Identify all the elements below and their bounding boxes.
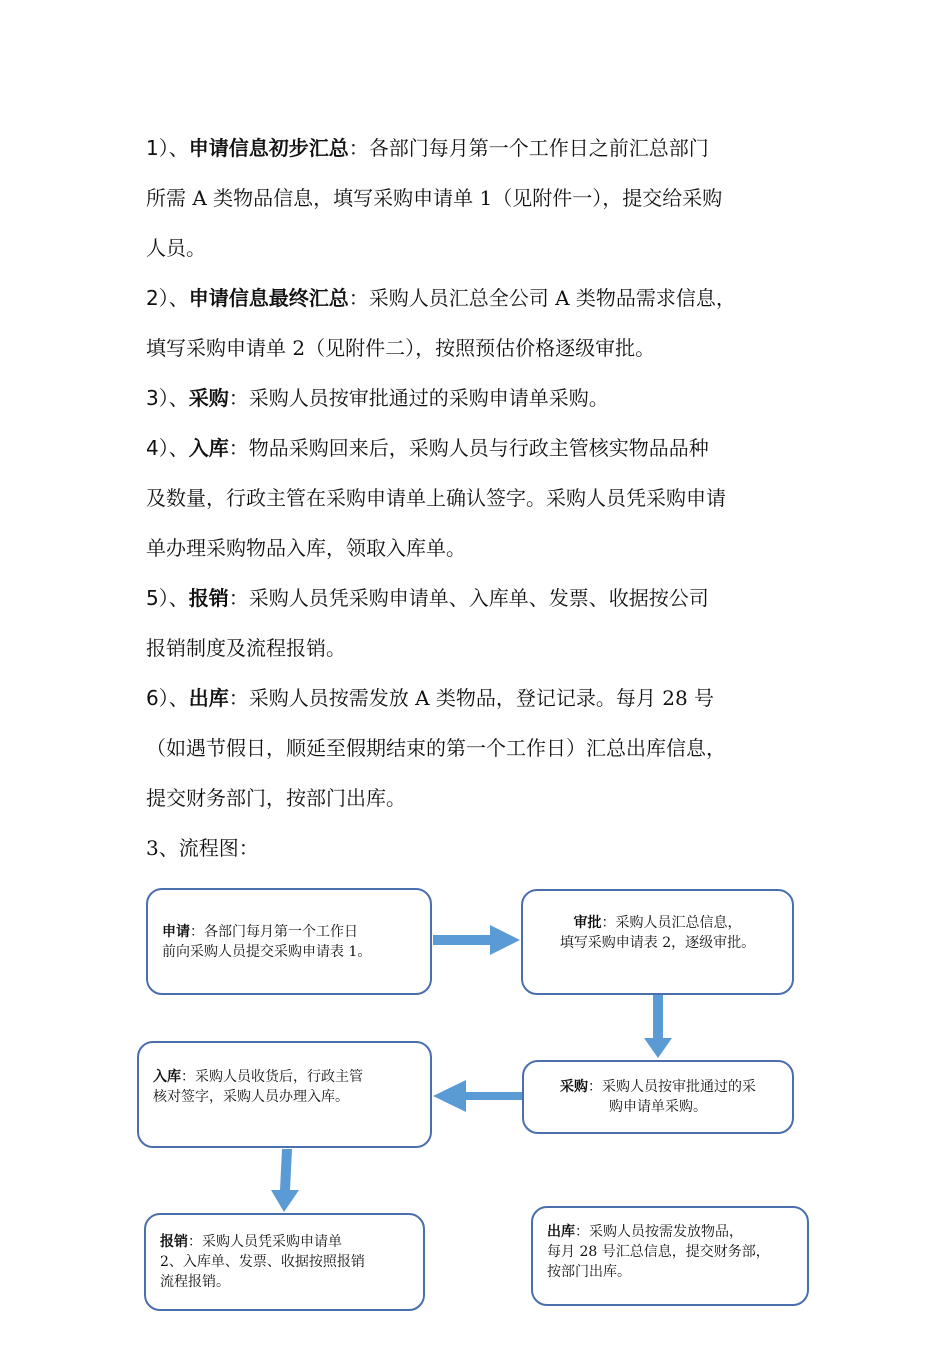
paragraph-4: 4）、入库：物品采购回来后，采购人员与行政主管核实物品品种 及数量，行政主管在采购申请单上确认签字。采购人员凭采购申请 单办理采购物品入库，领取入库单。 — [146, 436, 726, 560]
paragraph-2-heading: 申请信息最终汇总 — [188, 286, 349, 310]
flow-box-approve: 审批：采购人员汇总信息， 填写采购申请表 2，逐级审批。 — [521, 889, 794, 995]
flow-box-reimburse: 报销：采购人员凭采购申请单 2、入库单、发票、收据按照报销 流程报销。 — [144, 1213, 425, 1311]
paragraph-3: 3）、采购：采购人员按审批通过的采购申请单采购。 — [146, 386, 609, 410]
flow-box-stockin: 入库：采购人员收货后，行政主管 核对签字，采购人员办理入库。 — [137, 1041, 432, 1148]
paragraph-6-heading: 出库 — [188, 686, 229, 710]
arrow-approve-to-purchase — [644, 995, 672, 1058]
paragraph-1-heading: 申请信息初步汇总 — [188, 136, 349, 160]
arrow-purchase-to-stockin — [433, 1080, 522, 1112]
paragraph-2: 2）、申请信息最终汇总：采购人员汇总全公司 A 类物品需求信息， 填写采购申请单 2（见附件二），按照预估价格逐级审批。 — [146, 286, 736, 360]
arrow-stockin-to-reimburse — [271, 1149, 299, 1212]
paragraph-5-heading: 报销 — [188, 586, 229, 610]
paragraph-6: 6）、出库：采购人员按需发放 A 类物品，登记记录。每月 28 号 （如遇节假日，顺延至假期结束的第一个工作日）汇总出库信息， 提交财务部门，按部门出库。 — [146, 686, 726, 810]
paragraph-3-heading: 采购 — [188, 386, 229, 410]
section-heading: 3、流程图： — [146, 836, 259, 860]
paragraph-4-heading: 入库 — [188, 436, 229, 460]
paragraph-5: 5）、报销：采购人员凭采购申请单、入库单、发票、收据按公司 报销制度及流程报销。 — [146, 586, 709, 660]
flow-box-stockout: 出库：采购人员按需发放物品， 每月 28 号汇总信息，提交财务部， 按部门出库。 — [531, 1206, 809, 1306]
flow-box-purchase: 采购：采购人员按审批通过的采 购申请单采购。 — [522, 1060, 794, 1134]
paragraph-1: 1）、申请信息初步汇总：各部门每月第一个工作日之前汇总部门 所需 A 类物品信息，填写采购申请单 1（见附件一），提交给采购 人员。 — [146, 136, 723, 260]
arrow-apply-to-approve — [433, 925, 520, 955]
flow-box-apply: 申请：各部门每月第一个工作日 前向采购人员提交采购申请表 1。 — [146, 888, 432, 995]
